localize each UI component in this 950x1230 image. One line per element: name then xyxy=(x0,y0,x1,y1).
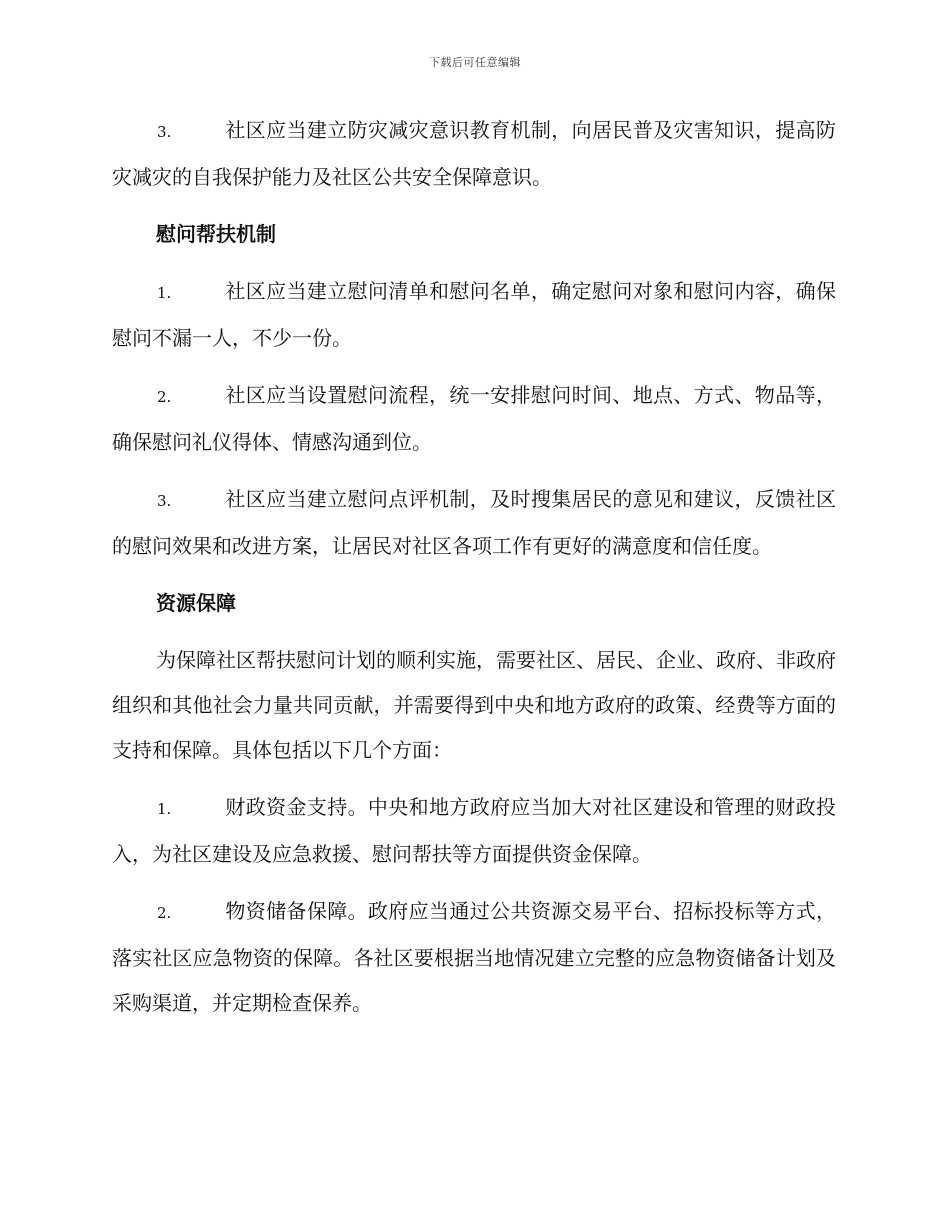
item-text: 物资储备保障。政府应当通过公共资源交易平台、招标投标等方式，落实社区应急物资的保障。各社区要根据当地情况建立完整的应急物资储备计划及采购渠道，并定期检查保养。 xyxy=(112,899,836,1015)
item-number: 1. xyxy=(157,800,172,818)
list-item xyxy=(112,785,836,877)
item-number: 3. xyxy=(157,123,172,141)
section-heading: 慰问帮扶机制 xyxy=(156,222,276,246)
item-text: 社区应当设置慰问流程，统一安排慰问时间、地点、方式、物品等，确保慰问礼仪得体、情感沟通到位。 xyxy=(112,383,836,454)
list-item xyxy=(112,373,836,465)
item-text: 财政资金支持。中央和地方政府应当加大对社区建设和管理的财政投入，为社区建设及应急救援、慰问帮扶等方面提供资金保障。 xyxy=(112,795,836,866)
list-item xyxy=(112,477,836,569)
list-item xyxy=(112,269,836,361)
list-item xyxy=(112,889,836,1026)
section-heading: 资源保障 xyxy=(156,591,236,615)
item-text: 社区应当建立慰问清单和慰问名单，确定慰问对象和慰问内容，确保慰问不漏一人，不少一份。 xyxy=(112,279,836,350)
document-body xyxy=(112,108,836,1038)
item-number: 2. xyxy=(157,904,172,922)
page-header: 下载后可任意编辑 xyxy=(429,56,521,69)
item-number: 3. xyxy=(157,492,172,510)
item-text: 社区应当建立慰问点评机制，及时搜集居民的意见和建议，反馈社区的慰问效果和改进方案，让居民对社区各项工作有更好的满意度和信任度。 xyxy=(112,487,836,558)
list-item xyxy=(112,108,836,200)
item-number: 2. xyxy=(157,388,172,406)
item-text: 社区应当建立防灾减灾意识教育机制，向居民普及灾害知识，提高防灾减灾的自我保护能力及社区公共安全保障意识。 xyxy=(112,118,836,189)
intro-paragraph: 为保障社区帮扶慰问计划的顺利实施，需要社区、居民、企业、政府、非政府组织和其他社会力量共同贡献，并需要得到中央和地方政府的政策、经费等方面的支持和保障。具体包括以下几个方面： xyxy=(112,648,836,762)
item-number: 1. xyxy=(157,284,172,302)
